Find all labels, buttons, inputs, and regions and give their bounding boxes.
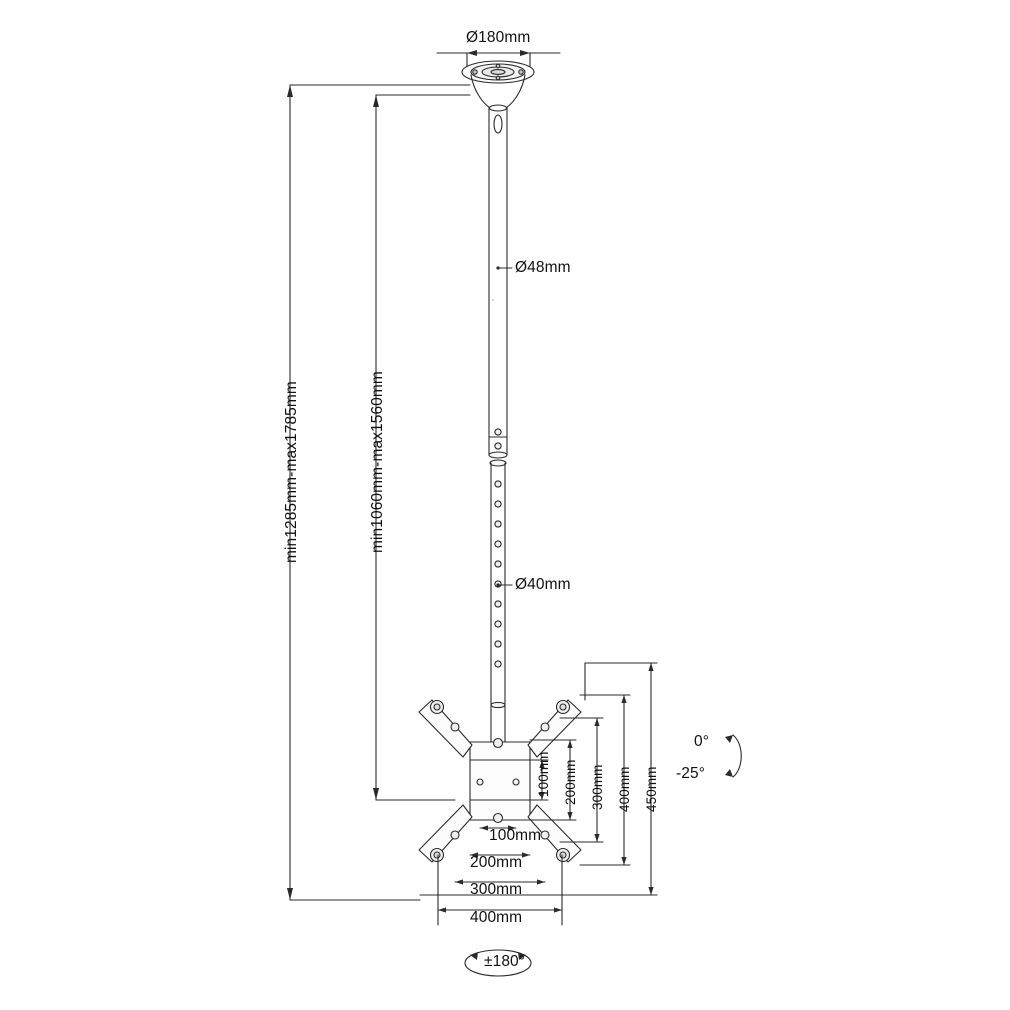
label-vesa-horizontal-400: 400mm (470, 909, 523, 926)
label-vesa-horizontal-100: 100mm (489, 827, 542, 844)
label-total-height-range: min1285mm-max1785mm (283, 381, 300, 563)
label-vesa-vertical-450: 450mm (644, 766, 659, 812)
lower-tube (491, 429, 505, 705)
dim-upper-tube-diameter (496, 266, 512, 269)
label-vesa-horizontal-300: 300mm (470, 881, 523, 898)
label-vesa-vertical-200: 200mm (563, 759, 578, 805)
label-vesa-horizontal-200: 200mm (470, 854, 523, 871)
tilt-indicator (725, 735, 741, 777)
label-vesa-vertical-300: 300mm (590, 764, 605, 810)
dim-lower-tube-diameter (496, 583, 512, 586)
label-vesa-vertical-100: 100mm (536, 751, 551, 797)
label-tilt-down: -25° (676, 765, 706, 782)
label-upper-tube-diameter: Ø48mm (515, 259, 571, 276)
label-lower-tube-diameter: Ø40mm (515, 576, 571, 593)
ceiling-plate (462, 61, 534, 111)
label-vesa-vertical-400: 400mm (617, 766, 632, 812)
dim-tube-height (373, 95, 470, 800)
label-ceiling-plate-diameter: Ø180mm (466, 29, 531, 46)
label-tilt-up: 0° (694, 733, 710, 750)
upper-tube (489, 108, 507, 455)
label-tube-height-range: min1060mm-max1560mm (369, 371, 386, 553)
label-rotation: ±180° (484, 953, 526, 970)
tube-joint-collar (489, 437, 507, 466)
